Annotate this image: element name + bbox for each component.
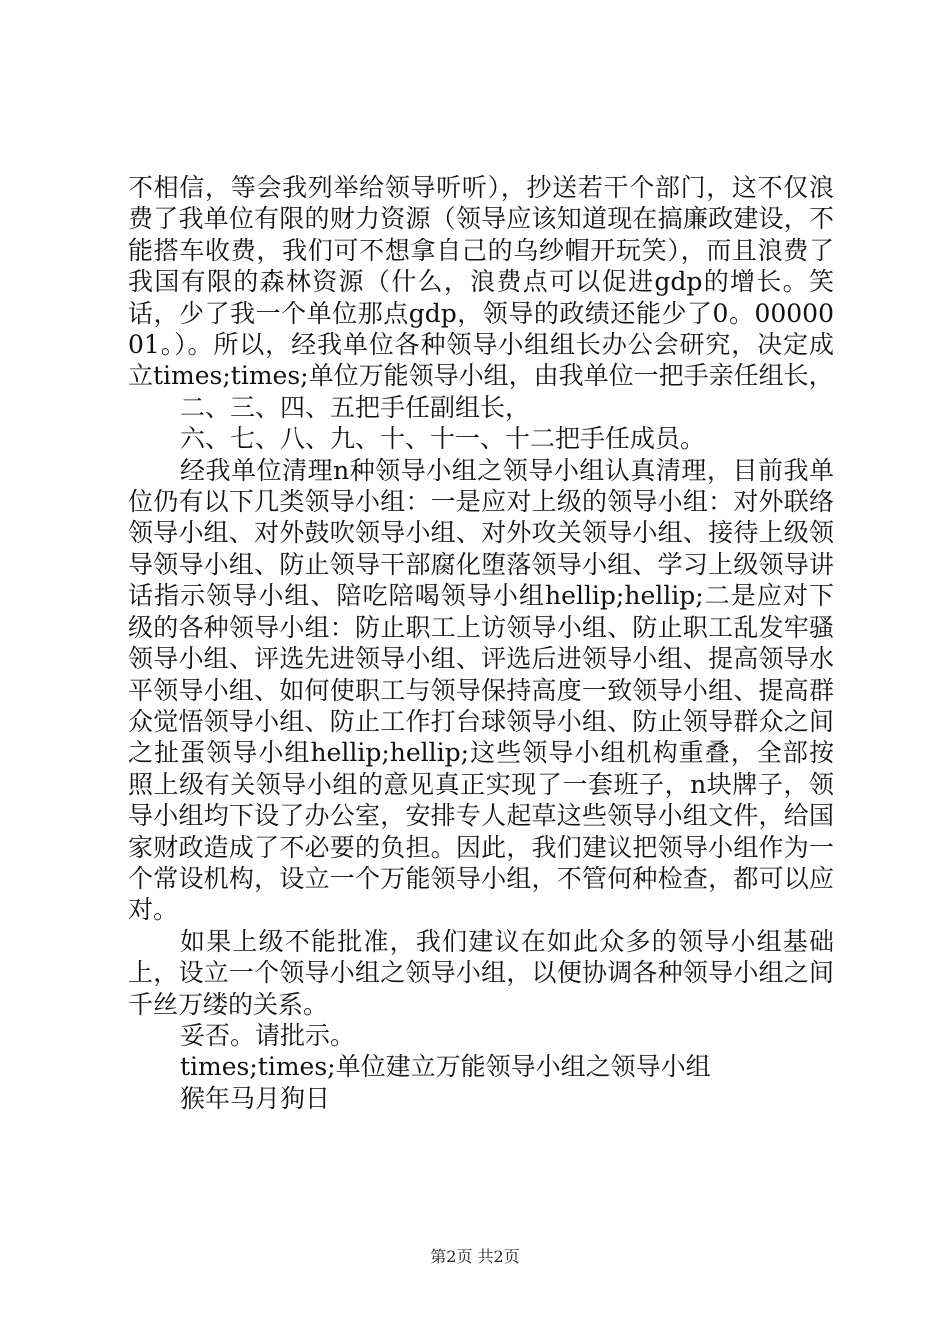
paragraph-group-list: 经我单位清理n种领导小组之领导小组认真清理，目前我单位仍有以下几类领导小组：一是应对上级的领导小组：对外联络领导小组、对外鼓吹领导小组、对外攻关领导小组、接待上级领导领导小组、防止领导干部腐化堕落领导小组、学习上级领导讲话指示领导小组、陪吃陪喝领导小组hellip;hellip;二是应对下级的各种领导小组：防止职工上访领导小组、防止职工乱发牢骚领导小组、评选先进领导小组、评选后进领导小组、提高领导水平领导小组、如何使职工与领导保持高度一致领导小组、提高群众觉悟领导小组、防止工作打台球领导小组、防止领导群众之间之扯蛋领导小组hellip;hellip;这些领导小组机构重叠，全部按照上级有关领导小组的意见真正实现了一套班子，n块牌子，领导小组均下设了办公室，安排专人起草这些领导小组文件，给国家财政造成了不必要的负担。因此，我们建议把领导小组作为一个常设机构，设立一个万能领导小组，不管何种检查，都可以应对。 [128, 455, 834, 925]
page-number-footer: 第2页 共2页 [430, 1247, 520, 1266]
paragraph-members: 六、七、八、九、十、十一、十二把手任成员。 [180, 424, 706, 454]
paragraph-proposal: 如果上级不能批准，我们建议在如此众多的领导小组基础上，设立一个领导小组之领导小组，以便协调各种领导小组之间千丝万缕的关系。 [128, 926, 834, 1019]
signature-unit: times;times;单位建立万能领导小组之领导小组 [180, 1052, 711, 1082]
document-body [128, 172, 834, 1114]
paragraph-request: 妥否。请批示。 [180, 1020, 356, 1050]
paragraph-deputy-leaders: 二、三、四、五把手任副组长， [180, 392, 531, 422]
signature-date: 猴年马月狗日 [180, 1083, 331, 1113]
paragraph-opening: 不相信，等会我列举给领导听听），抄送若干个部门，这不仅浪费了我单位有限的财力资源（领导应该知道现在搞廉政建设，不能搭车收费，我们可不想拿自己的乌纱帽开玩笑），而且浪费了我国有限的森林资源（什么，浪费点可以促进gdp的增长。笑话，少了我一个单位那点gdp，领导的政绩还能少了0。0000001。）。所以，经我单位各种领导小组组长办公会研究，决定成立times;times;单位万能领导小组，由我单位一把手亲任组长， [128, 173, 834, 391]
